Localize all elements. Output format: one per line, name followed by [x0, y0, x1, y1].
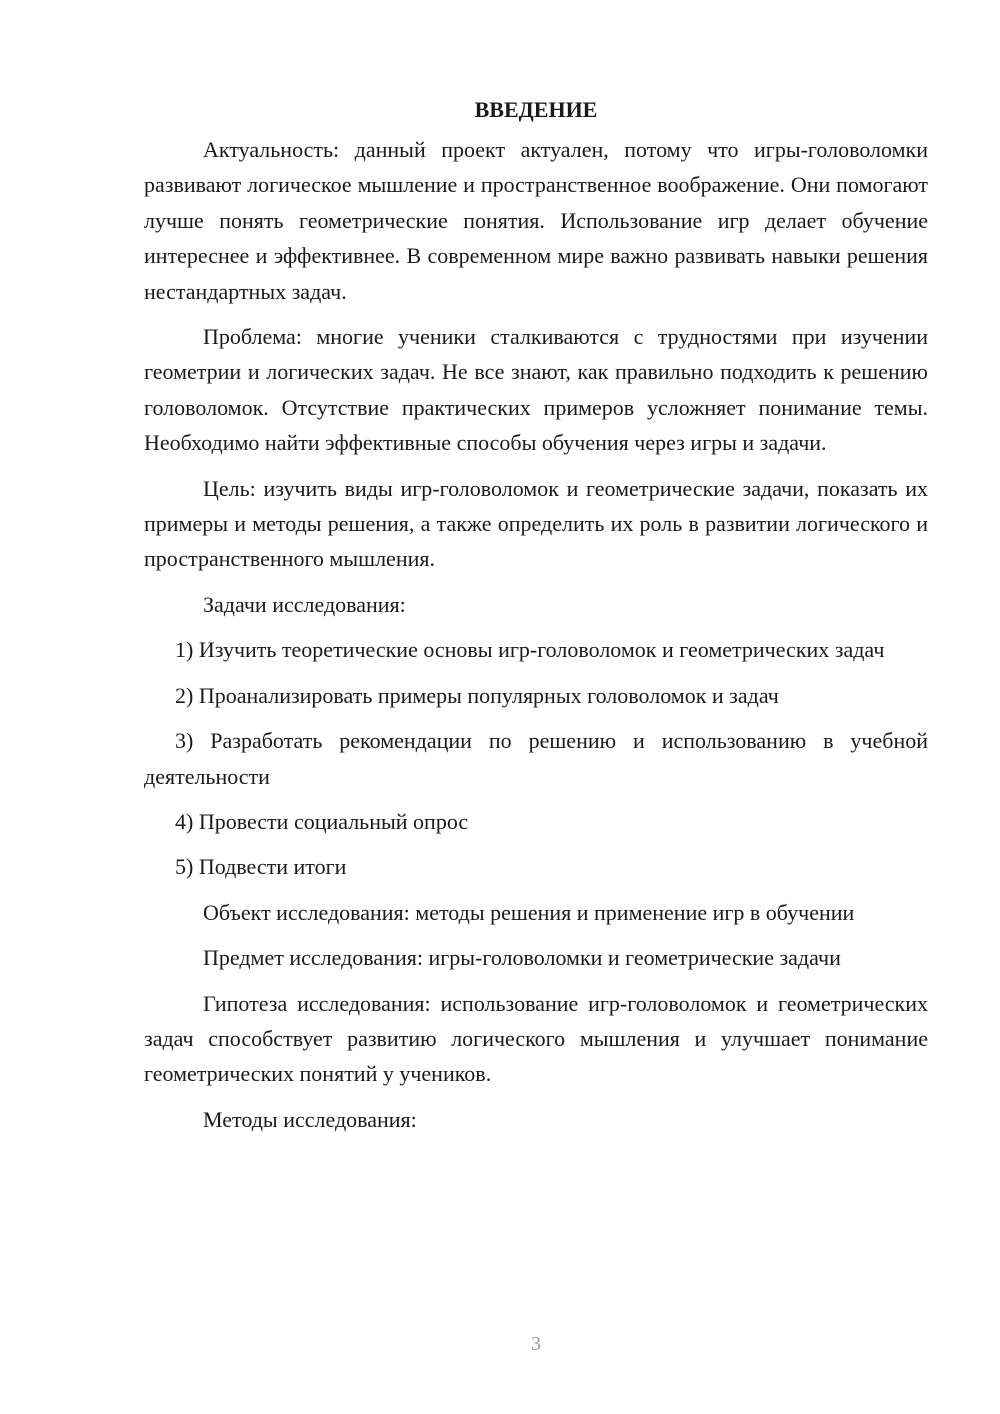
paragraph-object: Объект исследования: методы решения и применение игр в обучении	[203, 899, 855, 925]
paragraph-subject: Предмет исследования: игры-головоломки и геометрические задачи	[203, 945, 841, 971]
paragraph-hypothesis: Гипотеза исследования: использование игр-головоломок и геометрических задач способствует развитию логического мышления и улучшает понимание геометрических понятий у учеников.	[144, 990, 928, 1087]
list-item-task-5: 5) Подвести итоги	[175, 854, 347, 880]
document-page	[144, 92, 928, 1137]
section-heading: ВВЕДЕНИЕ	[474, 97, 598, 122]
paragraph-tasks-heading: Задачи исследования:	[203, 591, 406, 617]
paragraph-goal: Цель: изучить виды игр-головоломок и геометрические задачи, показать их примеры и методы решения, а также определить их роль в развитии логического и пространственного мышления.	[144, 475, 928, 572]
list-item-task-4: 4) Провести социальный опрос	[175, 808, 469, 834]
page-number: 3	[531, 1333, 541, 1355]
paragraph-relevance: Актуальность: данный проект актуален, потому что игры-головоломки развивают логическое мышление и пространственное воображение. Они помогают лучше понять геометрические понятия. Использование игр делает обучение интереснее и эффективнее. В современном мире важно развивать навыки решения нестандартных задач.	[144, 137, 928, 304]
paragraph-methods: Методы исследования:	[203, 1106, 417, 1132]
list-item-task-3: 3) Разработать рекомендации по решению и использованию в учебной деятельности	[144, 728, 928, 789]
paragraph-problem: Проблема: многие ученики сталкиваются с трудностями при изучении геометрии и логических задач. Не все знают, как правильно подходить к решению головоломок. Отсутствие практических примеров усложняет понимание темы. Необходимо найти эффективные способы обучения через игры и задачи.	[144, 324, 928, 456]
list-item-task-1: 1) Изучить теоретические основы игр-головоломок и геометрических задач	[175, 637, 885, 663]
list-item-task-2: 2) Проанализировать примеры популярных головоломок и задач	[175, 682, 779, 708]
